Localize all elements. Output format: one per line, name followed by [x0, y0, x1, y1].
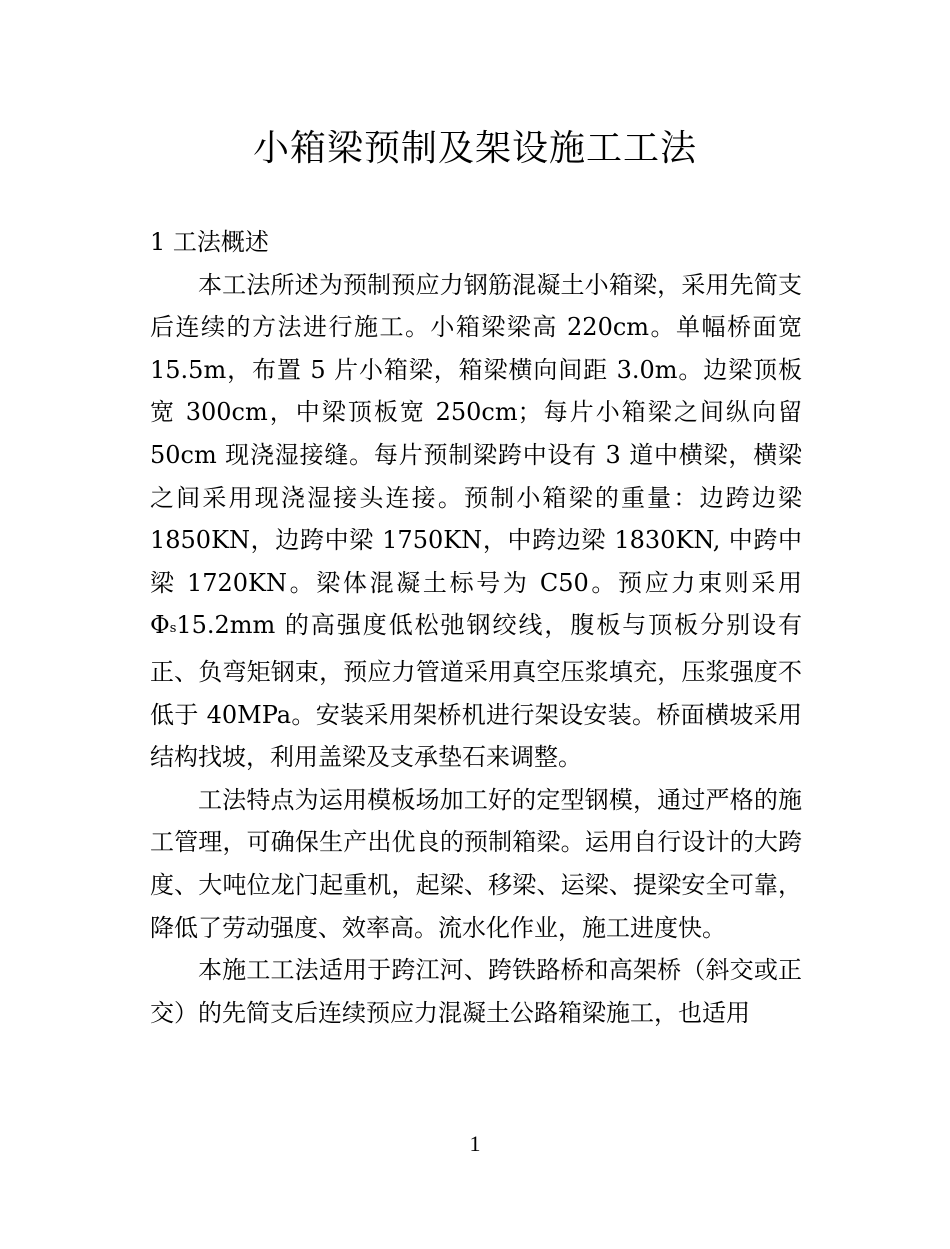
paragraph-scope: 本施工工法适用于跨江河、跨铁路桥和高架桥（斜交或正交）的先简支后连续预应力混凝土公路箱梁施工，也适用	[150, 956, 802, 1027]
section-heading: 1 工法概述	[150, 228, 269, 256]
paragraph-text-part: 15.2mm 的高强度低松弛钢绞线，腹板与顶板分别设有正、负弯矩钢束，预应力管道采用真空压浆填充，压浆强度不低于 40MPa。安装采用架桥机进行架设安装。桥面横坡采用结构找坡，利用盖梁及支承垫石来调整。	[150, 611, 802, 772]
document-title: 小箱梁预制及架设施工工法	[252, 128, 697, 169]
paragraph-overview	[150, 264, 802, 779]
paragraph-text-part: 本工法所述为预制预应力钢筋混凝土小箱梁，采用先简支后连续的方法进行施工。小箱梁梁高 220cm。单幅桥面宽 15.5m，布置 5 片小箱梁，箱梁横向间距 3.0m。边梁顶板宽 300cm，中梁顶板宽 250cm；每片小箱梁之间纵向留 50cm 现浇湿接缝。每片预制梁跨中设有 3 道中横梁，横梁之间采用现浇湿接头连接。预制小箱梁的重量：边跨边梁 1850KN，边跨中梁 1750KN，中跨边梁 1830KN, 中跨中梁 1720KN。梁体混凝土标号为 C50。预应力束则采用	[150, 270, 802, 597]
steel-strand-symbol-subscript: s	[169, 621, 177, 637]
document-body	[150, 221, 802, 1034]
paragraph-features: 工法特点为运用模板场加工好的定型钢模，通过严格的施工管理，可确保生产出优良的预制箱梁。运用自行设计的大跨度、大吨位龙门起重机，起梁、移梁、运梁、提梁安全可靠，降低了劳动强度、效率高。流水化作业，施工进度快。	[150, 785, 802, 942]
steel-strand-symbol: Φ	[150, 611, 170, 640]
page-number: 1	[469, 1131, 481, 1156]
